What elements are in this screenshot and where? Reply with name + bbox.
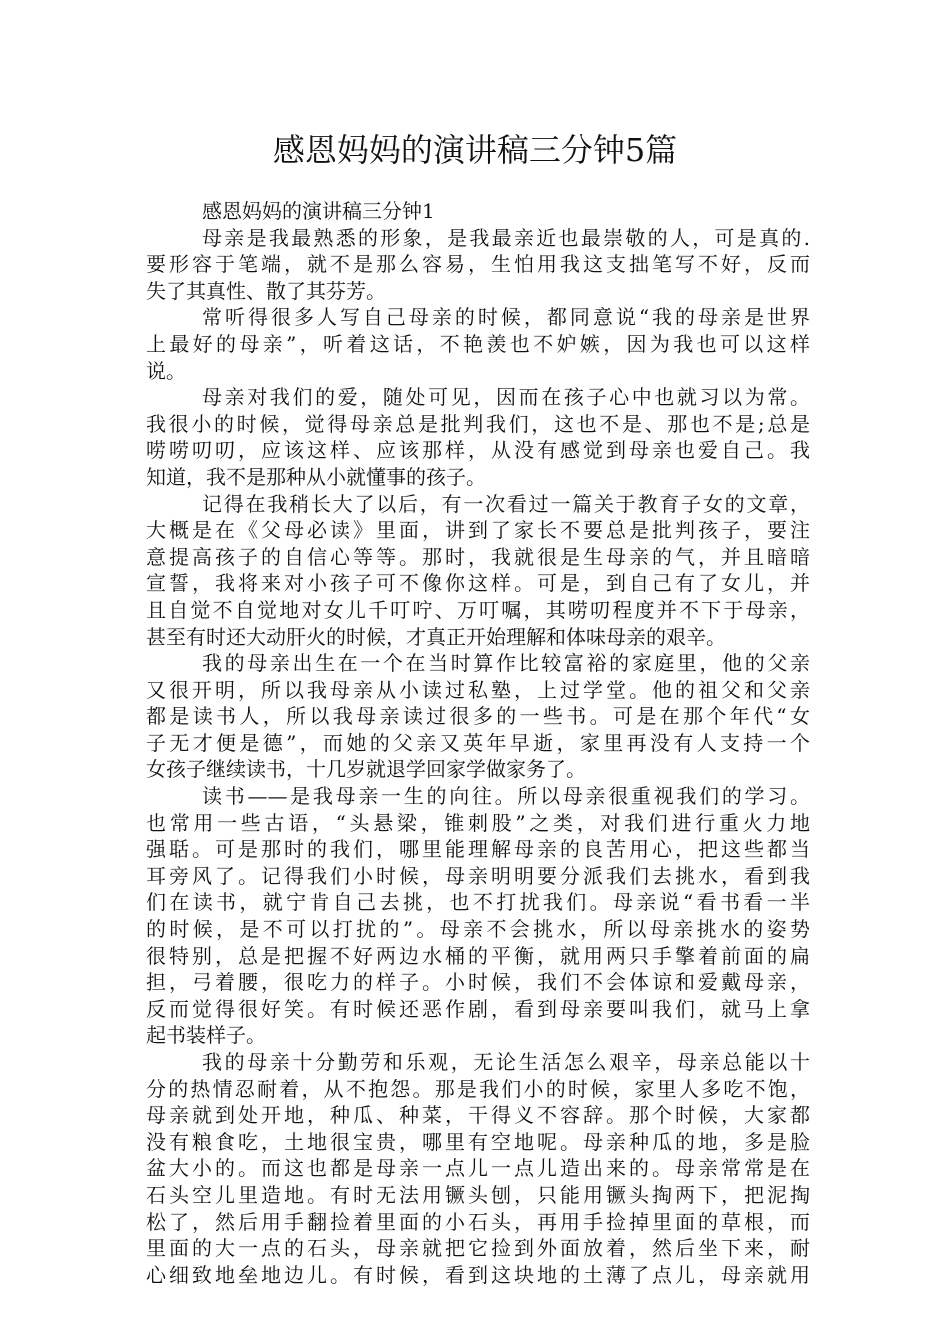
- text-line: 又很开明，所以我母亲从小读过私塾，上过学堂。他的祖父和父亲: [146, 677, 810, 702]
- document-title: 感恩妈妈的演讲稿三分钟5篇: [272, 131, 678, 169]
- text-line: 且自觉不自觉地对女儿千叮咛、万叮嘱，其唠叨程度并不下于母亲，: [146, 597, 810, 622]
- text-line: 上最好的母亲”，听着这话，不艳羡也不妒嫉，因为我也可以这样: [146, 331, 810, 356]
- section-subtitle: 感恩妈妈的演讲稿三分钟1: [202, 199, 435, 223]
- text-line: 意提高孩子的自信心等等。那时，我就很是生母亲的气，并且暗暗: [146, 544, 810, 569]
- text-line: 大概是在《父母必读》里面，讲到了家长不要总是批判孩子，要注: [146, 518, 810, 543]
- text-line: 里面的大一点的石头，母亲就把它捡到外面放着，然后坐下来，耐: [146, 1236, 810, 1261]
- text-line: 宣誓，我将来对小孩子可不像你这样。可是，到自己有了女儿，并: [146, 571, 810, 596]
- text-line: 知道，我不是那种从小就懂事的孩子。: [146, 464, 486, 489]
- text-line: 也常用一些古语，“头悬梁，锥刺股”之类，对我们进行重火力地: [146, 810, 810, 835]
- text-line: 我的母亲十分勤劳和乐观，无论生活怎么艰辛，母亲总能以十: [202, 1050, 810, 1074]
- text-line: 心细致地垒地边儿。有时候，看到这块地的土薄了点儿，母亲就用: [146, 1262, 810, 1287]
- text-line: 常听得很多人写自己母亲的时候，都同意说“我的母亲是世界: [202, 305, 810, 330]
- text-line: 要形容于笔端，就不是那么容易，生怕用我这支拙笔写不好，反而: [146, 252, 810, 277]
- text-line: 子无才便是德”，而她的父亲又英年早逝，家里再没有人支持一个: [146, 730, 810, 755]
- document-body: [146, 198, 810, 1288]
- text-line: 失了其真性、散了其芬芳。: [146, 278, 386, 303]
- text-line: 担，弓着腰，很吃力的样子。小时候，我们不会体谅和爱戴母亲，: [146, 970, 810, 995]
- text-line: 反而觉得很好笑。有时候还恶作剧，看到母亲要叫我们，就马上拿: [146, 996, 810, 1021]
- text-line: 读书——是我母亲一生的向往。所以母亲很重视我们的学习。: [202, 784, 810, 809]
- text-line: 起书装样子。: [146, 1023, 266, 1048]
- text-line: 耳旁风了。记得我们小时候，母亲明明要分派我们去挑水，看到我: [146, 863, 810, 888]
- text-line: 我很小的时候，觉得母亲总是批判我们，这也不是、那也不是;总是: [146, 411, 810, 436]
- text-line: 母亲是我最熟悉的形象，是我最亲近也最崇敬的人，可是真的.: [202, 225, 810, 250]
- text-line: 母亲对我们的爱，随处可见，因而在孩子心中也就习以为常。: [202, 385, 810, 410]
- text-line: 松了，然后用手翻捡着里面的小石头，再用手捡掉里面的草根，而: [146, 1209, 810, 1234]
- text-line: 都是读书人，所以我母亲读过很多的一些书。可是在那个年代“女: [146, 704, 810, 729]
- text-line: 记得在我稍长大了以后，有一次看过一篇关于教育子女的文章，: [202, 491, 810, 516]
- text-line: 唠唠叨叨，应该这样、应该那样，从没有感觉到母亲也爱自己。我: [146, 438, 810, 463]
- text-line: 很特别，总是把握不好两边水桶的平衡，就用两只手擎着前面的扁: [146, 943, 810, 968]
- text-line: 没有粮食吃，土地很宝贵，哪里有空地呢。母亲种瓜的地，多是脸: [146, 1129, 810, 1154]
- text-line: 甚至有时还大动肝火的时候，才真正开始理解和体味母亲的艰辛。: [146, 624, 726, 649]
- text-line: 的时候，是不可以打扰的”。母亲不会挑水，所以母亲挑水的姿势: [146, 917, 810, 942]
- text-line: 说。: [146, 358, 186, 383]
- text-line: 我的母亲出生在一个在当时算作比较富裕的家庭里，他的父亲: [202, 651, 810, 676]
- text-line: 女孩子继续读书，十几岁就退学回家学做家务了。: [146, 757, 586, 782]
- text-line: 盆大小的。而这也都是母亲一点儿一点儿造出来的。母亲常常是在: [146, 1156, 810, 1181]
- text-line: 强聒。可是那时的我们，哪里能理解母亲的良苦用心，把这些都当: [146, 837, 810, 862]
- text-line: 们在读书，就宁肯自己去挑，也不打扰我们。母亲说“看书看一半: [146, 890, 810, 915]
- text-line: 分的热情忍耐着，从不抱怨。那是我们小的时候，家里人多吃不饱，: [146, 1076, 810, 1101]
- text-line: 母亲就到处开地，种瓜、种菜，干得义不容辞。那个时候，大家都: [146, 1103, 810, 1128]
- text-line: 石头空儿里造地。有时无法用镢头刨，只能用镢头掏两下，把泥掏: [146, 1182, 810, 1207]
